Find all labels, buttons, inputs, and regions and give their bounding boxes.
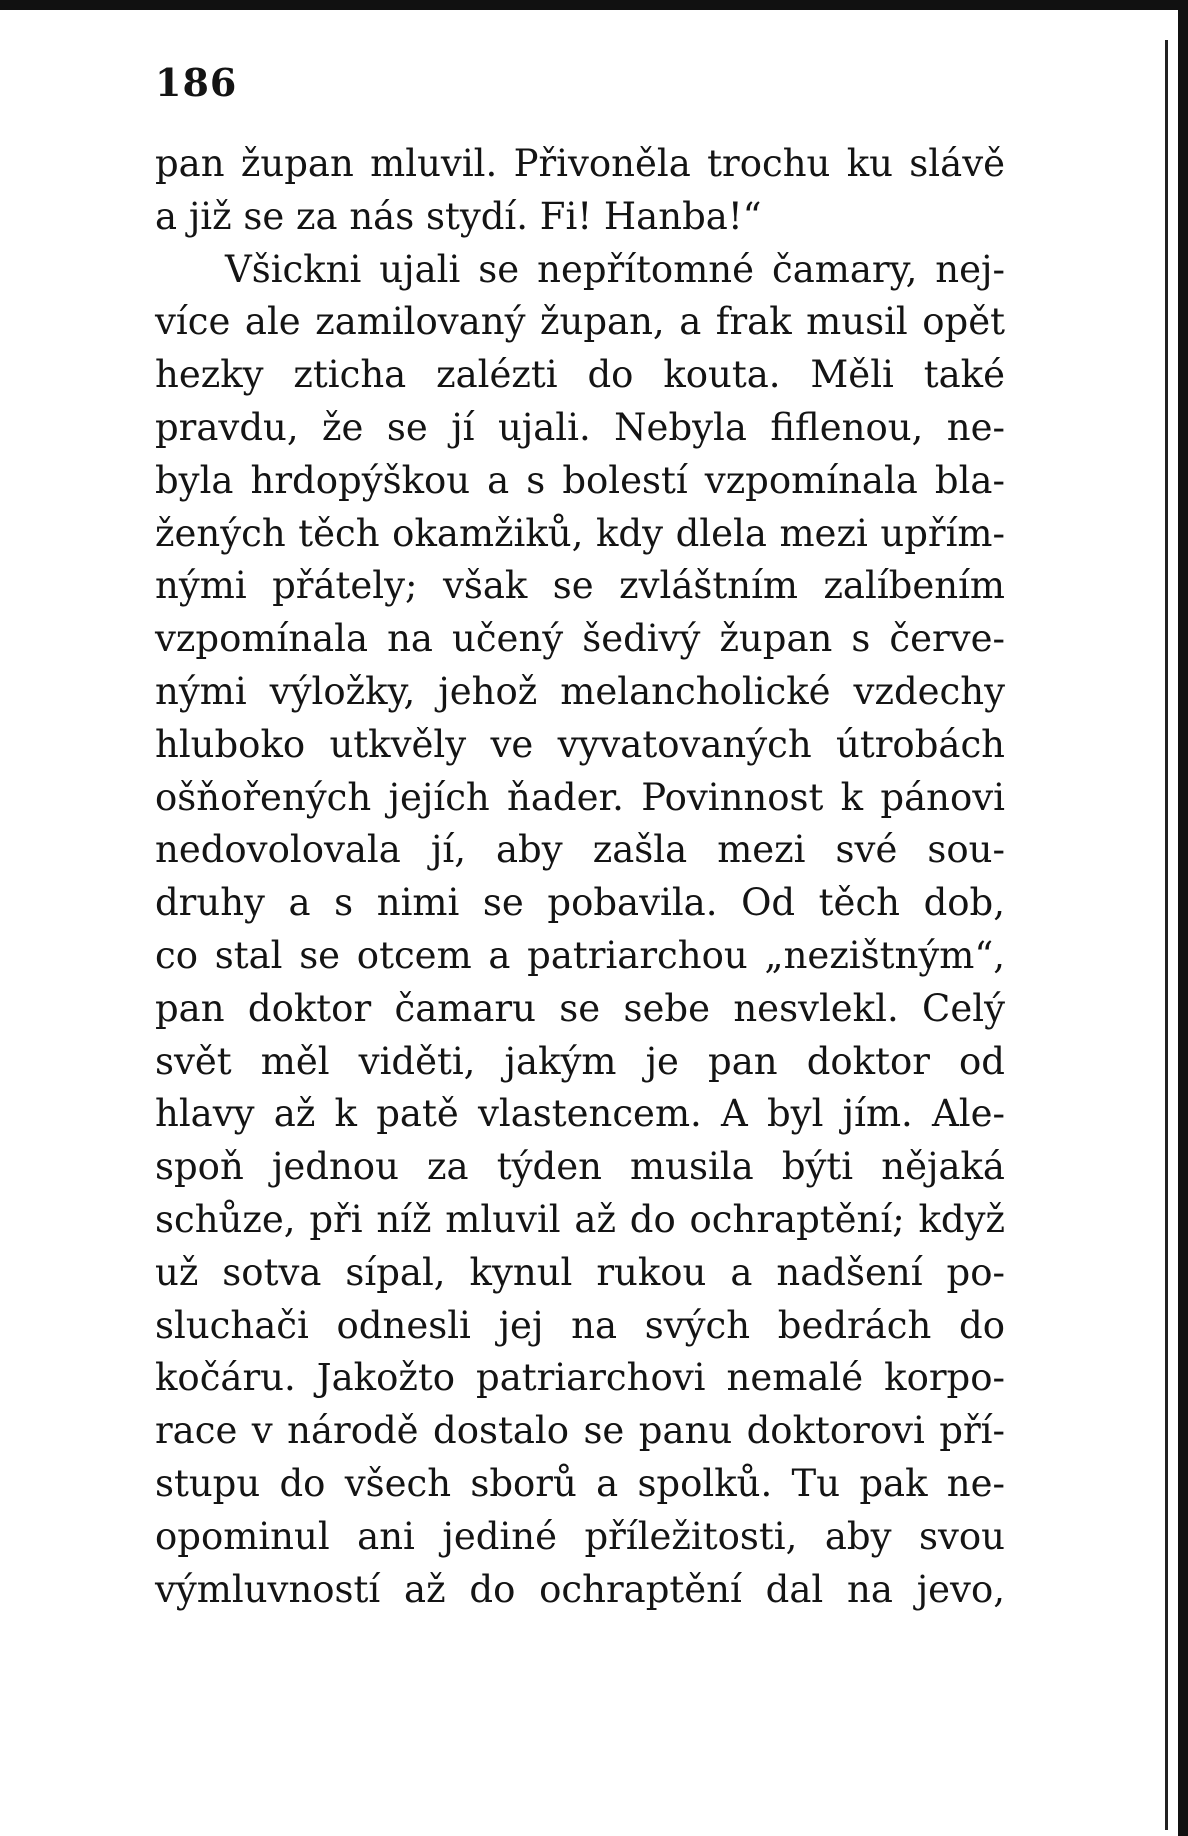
text-line: hezky zticha zalézti do kouta. Měli také [155, 353, 1005, 397]
text-line: více ale zamilovaný župan, a frak musil opět [155, 300, 1005, 344]
text-line: nými výložky, jehož melancholické vzdechy [155, 669, 1005, 713]
text-line: a již se za nás stydí. Fi! Hanba!“ [155, 194, 762, 238]
text-line: už sotva sípal, kynul rukou a nadšení po- [155, 1250, 1005, 1294]
text-line: hluboko utkvěly ve vyvatovaných útrobách [155, 722, 1005, 766]
text-line: opominul ani jediné příležitosti, aby svou [155, 1514, 1005, 1558]
text-line: sluchači odnesli jej na svých bedrách do [155, 1303, 1005, 1347]
body-text [155, 138, 1005, 1616]
text-line: kočáru. Jakožto patriarchovi nemalé korpo- [155, 1356, 1005, 1400]
text-line: spoň jednou za týden musila býti nějaká [155, 1145, 1005, 1189]
text-line: výmluvností až do ochraptění dal na jevo, [155, 1567, 1005, 1611]
text-line: nedovolovala jí, aby zašla mezi své sou- [155, 828, 1005, 872]
text-line: co stal se otcem a patriarchou „nezištným“, [155, 933, 1005, 977]
text-line: pan župan mluvil. Přivoněla trochu ku slávě [155, 142, 1005, 185]
text-line: byla hrdopýškou a s bolestí vzpomínala bla- [155, 458, 1005, 502]
page-number: 186 [155, 60, 238, 105]
scan-top-edge [0, 0, 1188, 10]
text-line: schůze, při níž mluvil až do ochraptění; když [155, 1197, 1005, 1241]
scan-binding-line [1165, 40, 1168, 1830]
text-line: pan doktor čamaru se sebe nesvlekl. Celý [155, 986, 1005, 1030]
text-line: druhy a s nimi se pobavila. Od těch dob, [155, 881, 1005, 925]
text-line: hlavy až k patě vlastencem. A byl jím. Ale- [155, 1092, 1005, 1136]
text-line: nými přátely; však se zvláštním zalíbením [155, 564, 1005, 608]
text-line: stupu do všech sborů a spolků. Tu pak ne- [155, 1461, 1005, 1505]
text-line: žených těch okamžiků, kdy dlela mezi upřím- [155, 511, 1005, 555]
text-line: vzpomínala na učený šedivý župan s červe- [155, 617, 1005, 661]
text-line: ošňořených jejích ňader. Povinnost k pánovi [155, 775, 1005, 819]
text-line: Všickni ujali se nepřítomné čamary, nej- [225, 247, 1005, 291]
text-line: pravdu, že se jí ujali. Nebyla fiflenou, ne- [155, 405, 1005, 449]
text-line: svět měl viděti, jakým je pan doktor od [155, 1039, 1005, 1083]
text-line: race v národě dostalo se panu doktorovi pří- [155, 1409, 1005, 1453]
scan-right-edge [1178, 0, 1188, 1836]
